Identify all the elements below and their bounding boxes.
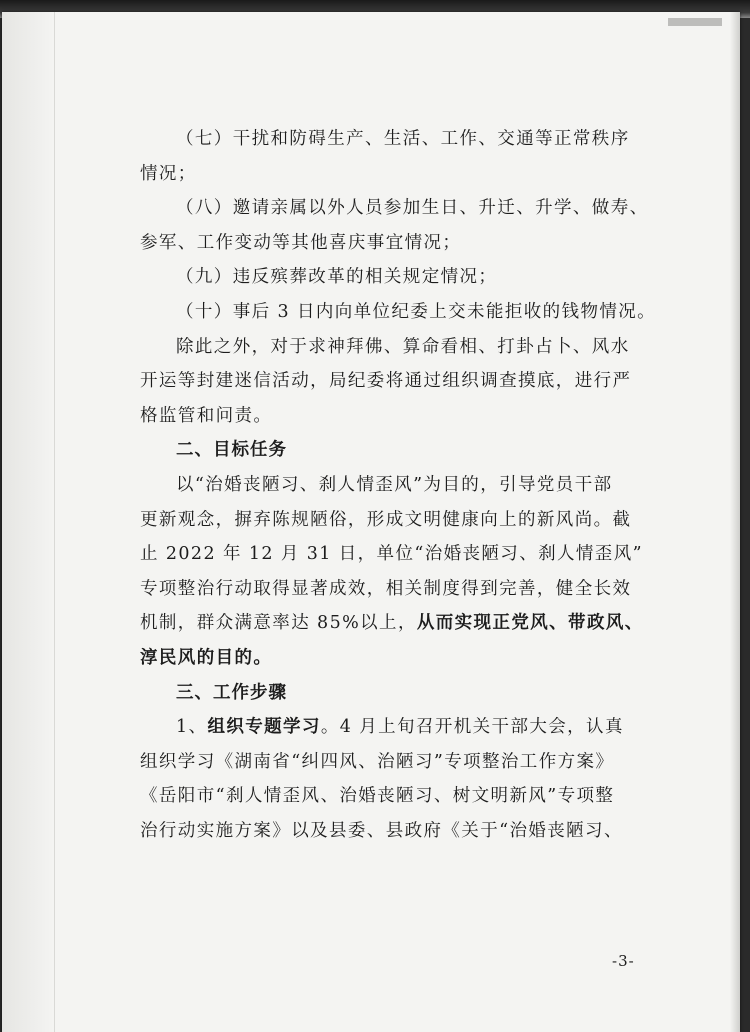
- goals-emphasis: 从而实现正党风、带政风、: [416, 613, 644, 634]
- goals-paragraph-line-2: 更新观念，摒弃陈规陋俗，形成文明健康向上的新风尚。截: [140, 509, 632, 530]
- paragraph-superstition-line-2: 开运等封建迷信活动，局纪委将通过组织调查摸底，进行严: [140, 371, 632, 392]
- goals-text: 机制，群众满意率达 85%以上，: [140, 613, 417, 634]
- item-seven-line-1: （七）干扰和防碍生产、生活、工作、交通等正常秩序: [176, 129, 630, 149]
- step-one-line-3: 《岳阳市“刹人情歪风、治婚丧陋习、树文明新风”专项整: [140, 786, 615, 807]
- paragraph-superstition-line-1: 除此之外，对于求神拜佛、算命看相、打卦占卜、风水: [176, 336, 630, 357]
- section-heading-steps: 三、工作步骤: [176, 682, 287, 703]
- step-one-number: 1、: [176, 717, 208, 738]
- step-one-line-1: [140, 710, 660, 745]
- step-one-line-2: 组织学习《湖南省“纠四风、治陋习”专项整治工作方案》: [140, 751, 615, 772]
- goals-paragraph-line-1: 以“治婚丧陋习、刹人情歪风”为目的，引导党员干部: [176, 474, 613, 495]
- paragraph-superstition-line-3: 格监管和问责。: [140, 405, 273, 426]
- scan-corner-mark: [668, 18, 722, 26]
- section-heading-goals: 二、目标任务: [176, 440, 287, 461]
- goals-paragraph-line-4: 专项整治行动取得显著成效，相关制度得到完善，健全长效: [140, 578, 632, 599]
- item-nine: （九）违反殡葬改革的相关规定情况；: [176, 267, 498, 288]
- page-right-edge: [730, 12, 740, 1032]
- item-eight-line-1: （八）邀请亲属以外人员参加生日、升迁、升学、做寿、: [176, 198, 649, 219]
- fold-line: [54, 12, 55, 1032]
- step-one-text: 。4 月上旬召开机关干部大会，认真: [320, 717, 624, 738]
- goals-paragraph-line-3: 止 2022 年 12 月 31 日，单位“治婚丧陋习、刹人情歪风”: [140, 544, 643, 565]
- item-eight-line-2: 参军、工作变动等其他喜庆事宜情况；: [140, 232, 462, 253]
- document-body: [140, 122, 660, 848]
- item-ten: （十）事后 3 日内向单位纪委上交未能拒收的钱物情况。: [176, 301, 657, 322]
- goals-paragraph-line-5: [140, 606, 660, 641]
- item-seven-line-2: 情况；: [140, 163, 197, 184]
- step-one-line-4: 治行动实施方案》以及县委、县政府《关于“治婚丧陋习、: [140, 820, 623, 841]
- page-number: -3-: [612, 952, 635, 970]
- binding-gutter: [2, 12, 54, 1032]
- step-one-title: 组织专题学习: [207, 717, 321, 738]
- goals-paragraph-line-6: 淳民风的目的。: [140, 647, 273, 668]
